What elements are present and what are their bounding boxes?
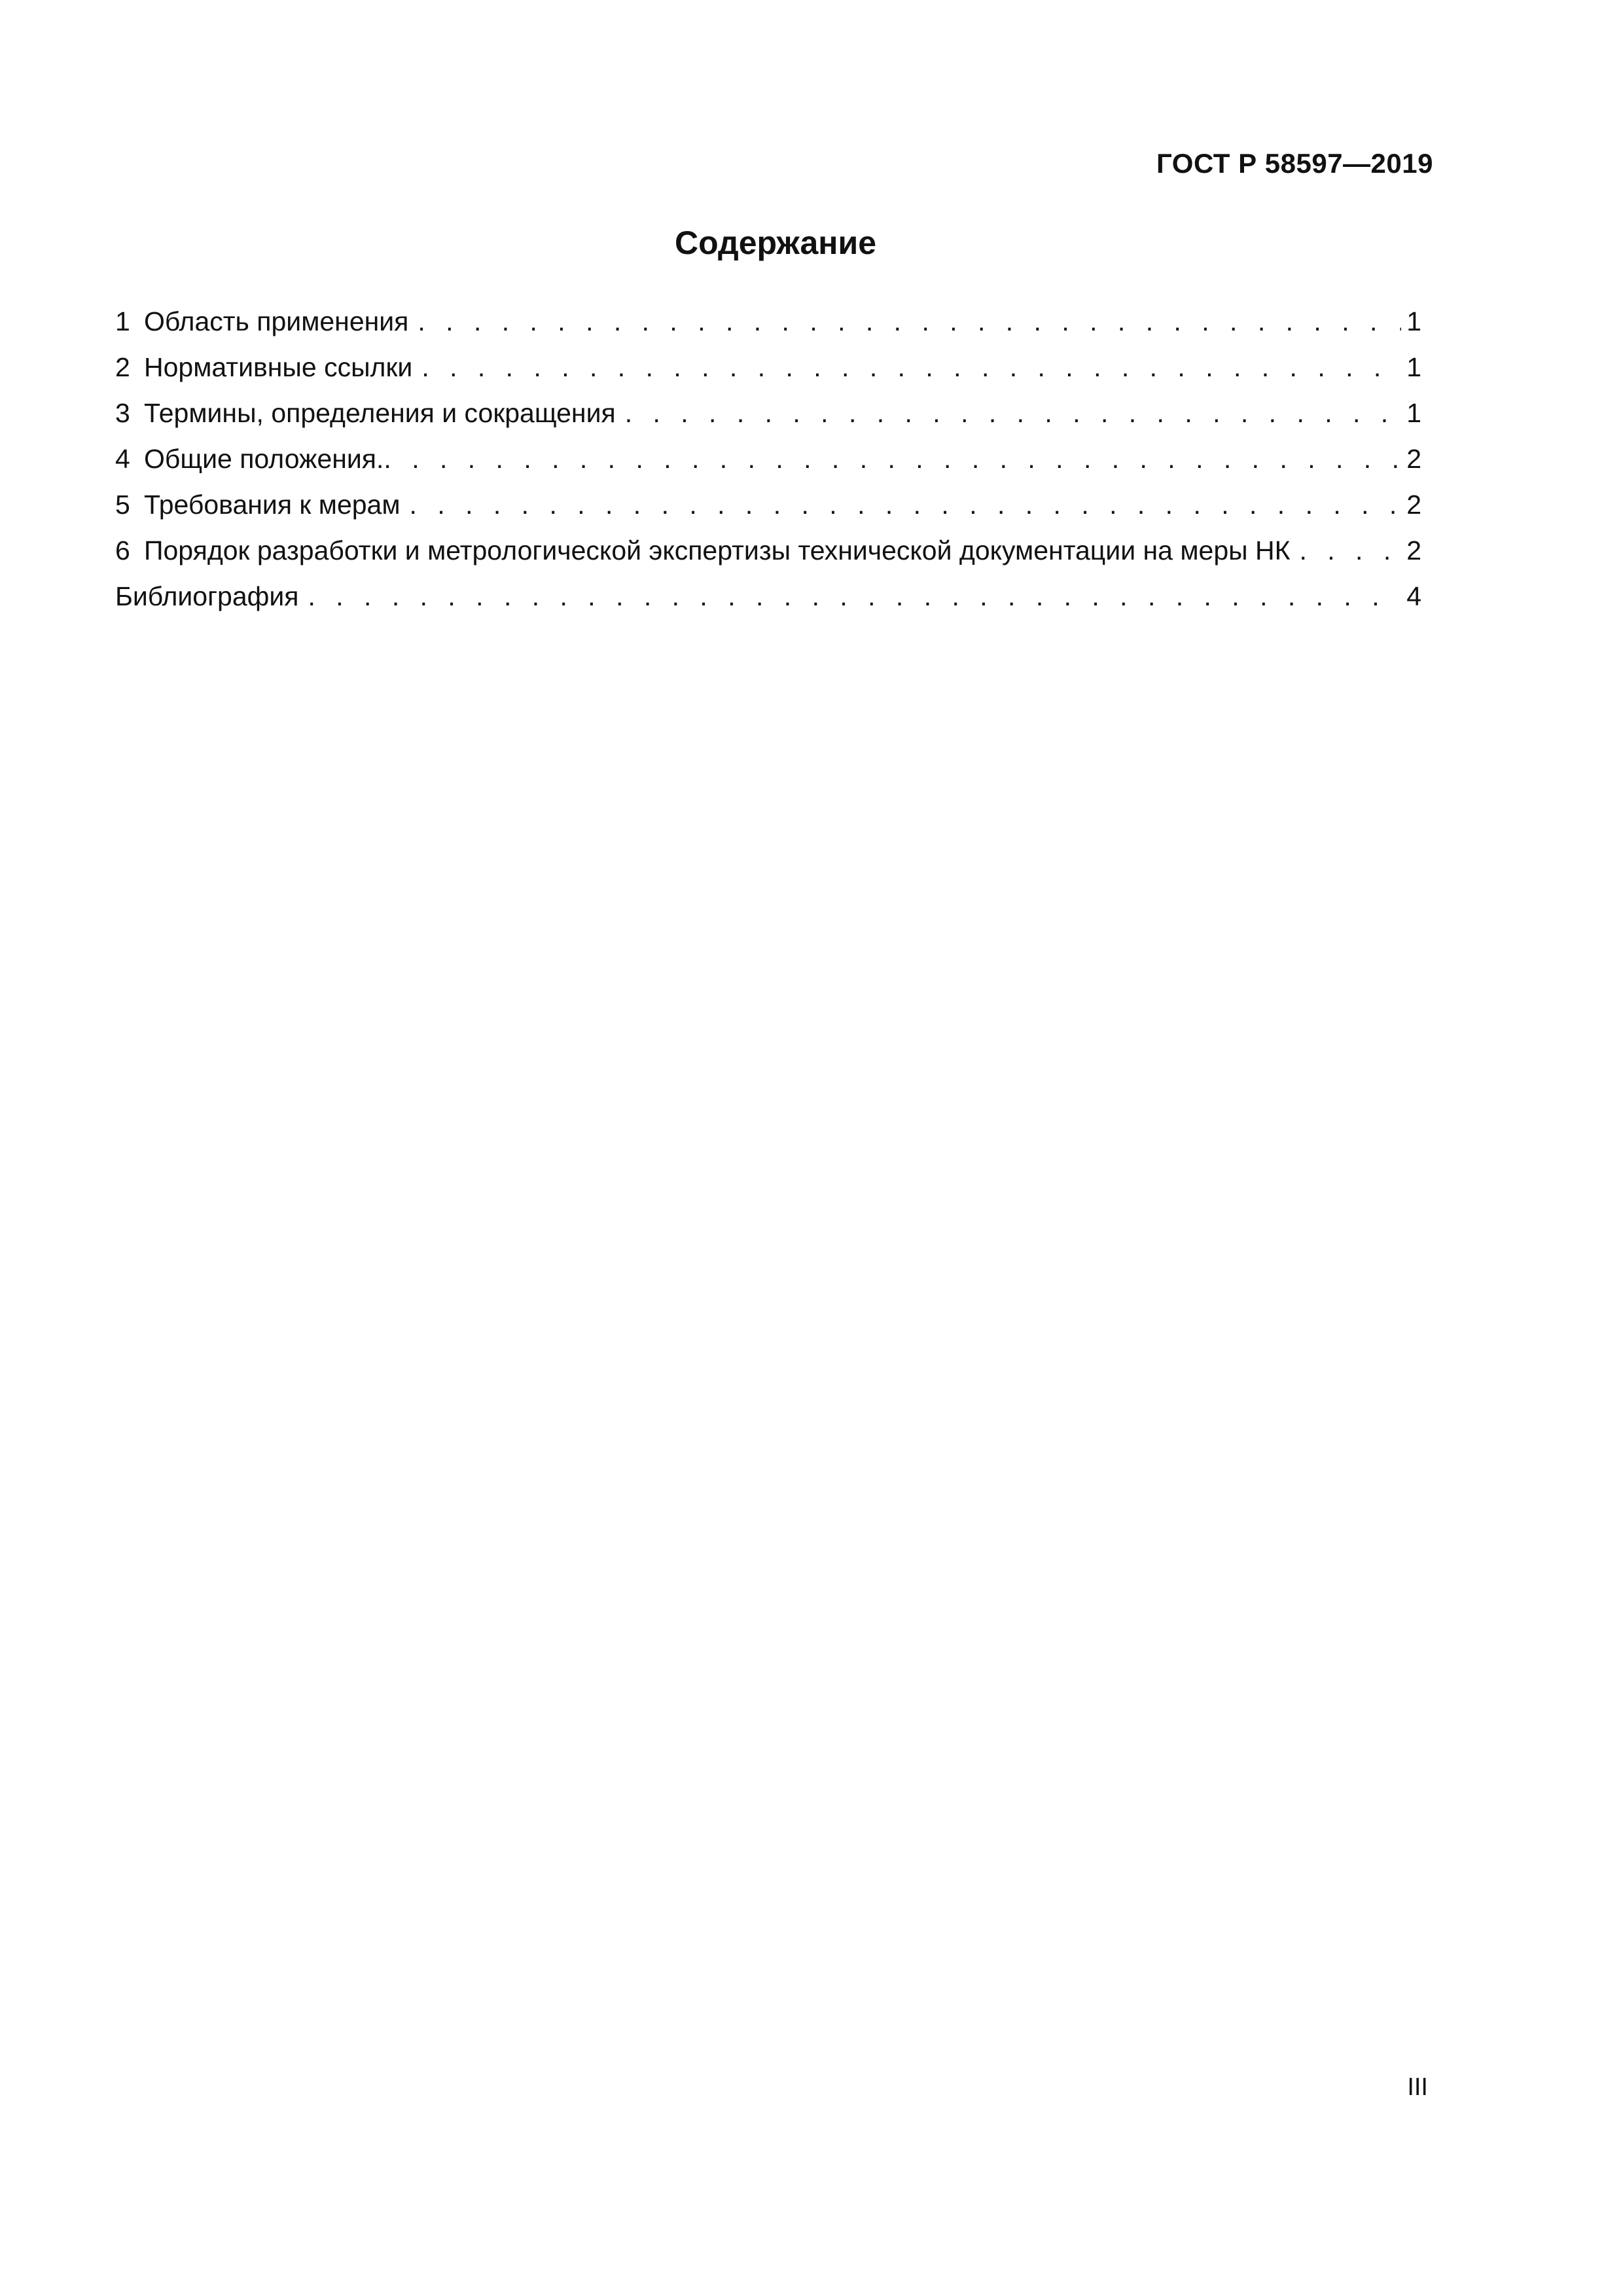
toc-entry-normative-references[interactable] (115, 352, 1421, 398)
toc-entry-page: 2 (1406, 535, 1421, 565)
toc-entry-development-procedure[interactable] (115, 535, 1421, 581)
dot-leader (1299, 535, 1401, 566)
toc-entry-bibliography[interactable] (115, 581, 1421, 627)
toc-entry-number: 5 (115, 490, 130, 520)
toc-entry-label: Требования к мерам (144, 490, 401, 520)
document-code: ГОСТ Р 58597—2019 (1156, 148, 1433, 179)
table-of-contents (115, 306, 1421, 627)
toc-entry-number: 4 (115, 444, 130, 474)
toc-entry-terms[interactable] (115, 398, 1421, 444)
page-number: III (1407, 2073, 1428, 2101)
toc-entry-number: 2 (115, 352, 130, 382)
toc-entry-label: Термины, определения и сокращения (144, 398, 616, 428)
dot-leader (625, 398, 1402, 429)
dot-leader (418, 306, 1401, 337)
dot-leader (383, 444, 1401, 475)
dot-leader (410, 490, 1402, 520)
toc-entry-label: Общие положения. (144, 444, 384, 474)
toc-entry-label: Библиография (115, 581, 299, 611)
toc-entry-measure-requirements[interactable] (115, 490, 1421, 535)
toc-entry-number: 1 (115, 306, 130, 336)
toc-entry-page: 1 (1406, 398, 1421, 428)
toc-entry-number: 6 (115, 535, 130, 565)
toc-entry-label: Область применения (144, 306, 409, 336)
toc-title: Содержание (674, 224, 877, 261)
toc-entry-number: 3 (115, 398, 130, 428)
toc-entry-page: 2 (1406, 444, 1421, 474)
toc-entry-page: 1 (1406, 306, 1421, 336)
toc-entry-page: 4 (1406, 581, 1421, 611)
toc-entry-scope[interactable] (115, 306, 1421, 352)
toc-entry-general-provisions[interactable] (115, 444, 1421, 490)
toc-entry-label: Нормативные ссылки (144, 352, 413, 382)
toc-entry-page: 1 (1406, 352, 1421, 382)
dot-leader (421, 352, 1401, 383)
toc-entry-page: 2 (1406, 490, 1421, 520)
toc-entry-label: Порядок разработки и метрологической экспертизы технической документации на меры НК (144, 535, 1291, 565)
dot-leader (308, 581, 1401, 612)
